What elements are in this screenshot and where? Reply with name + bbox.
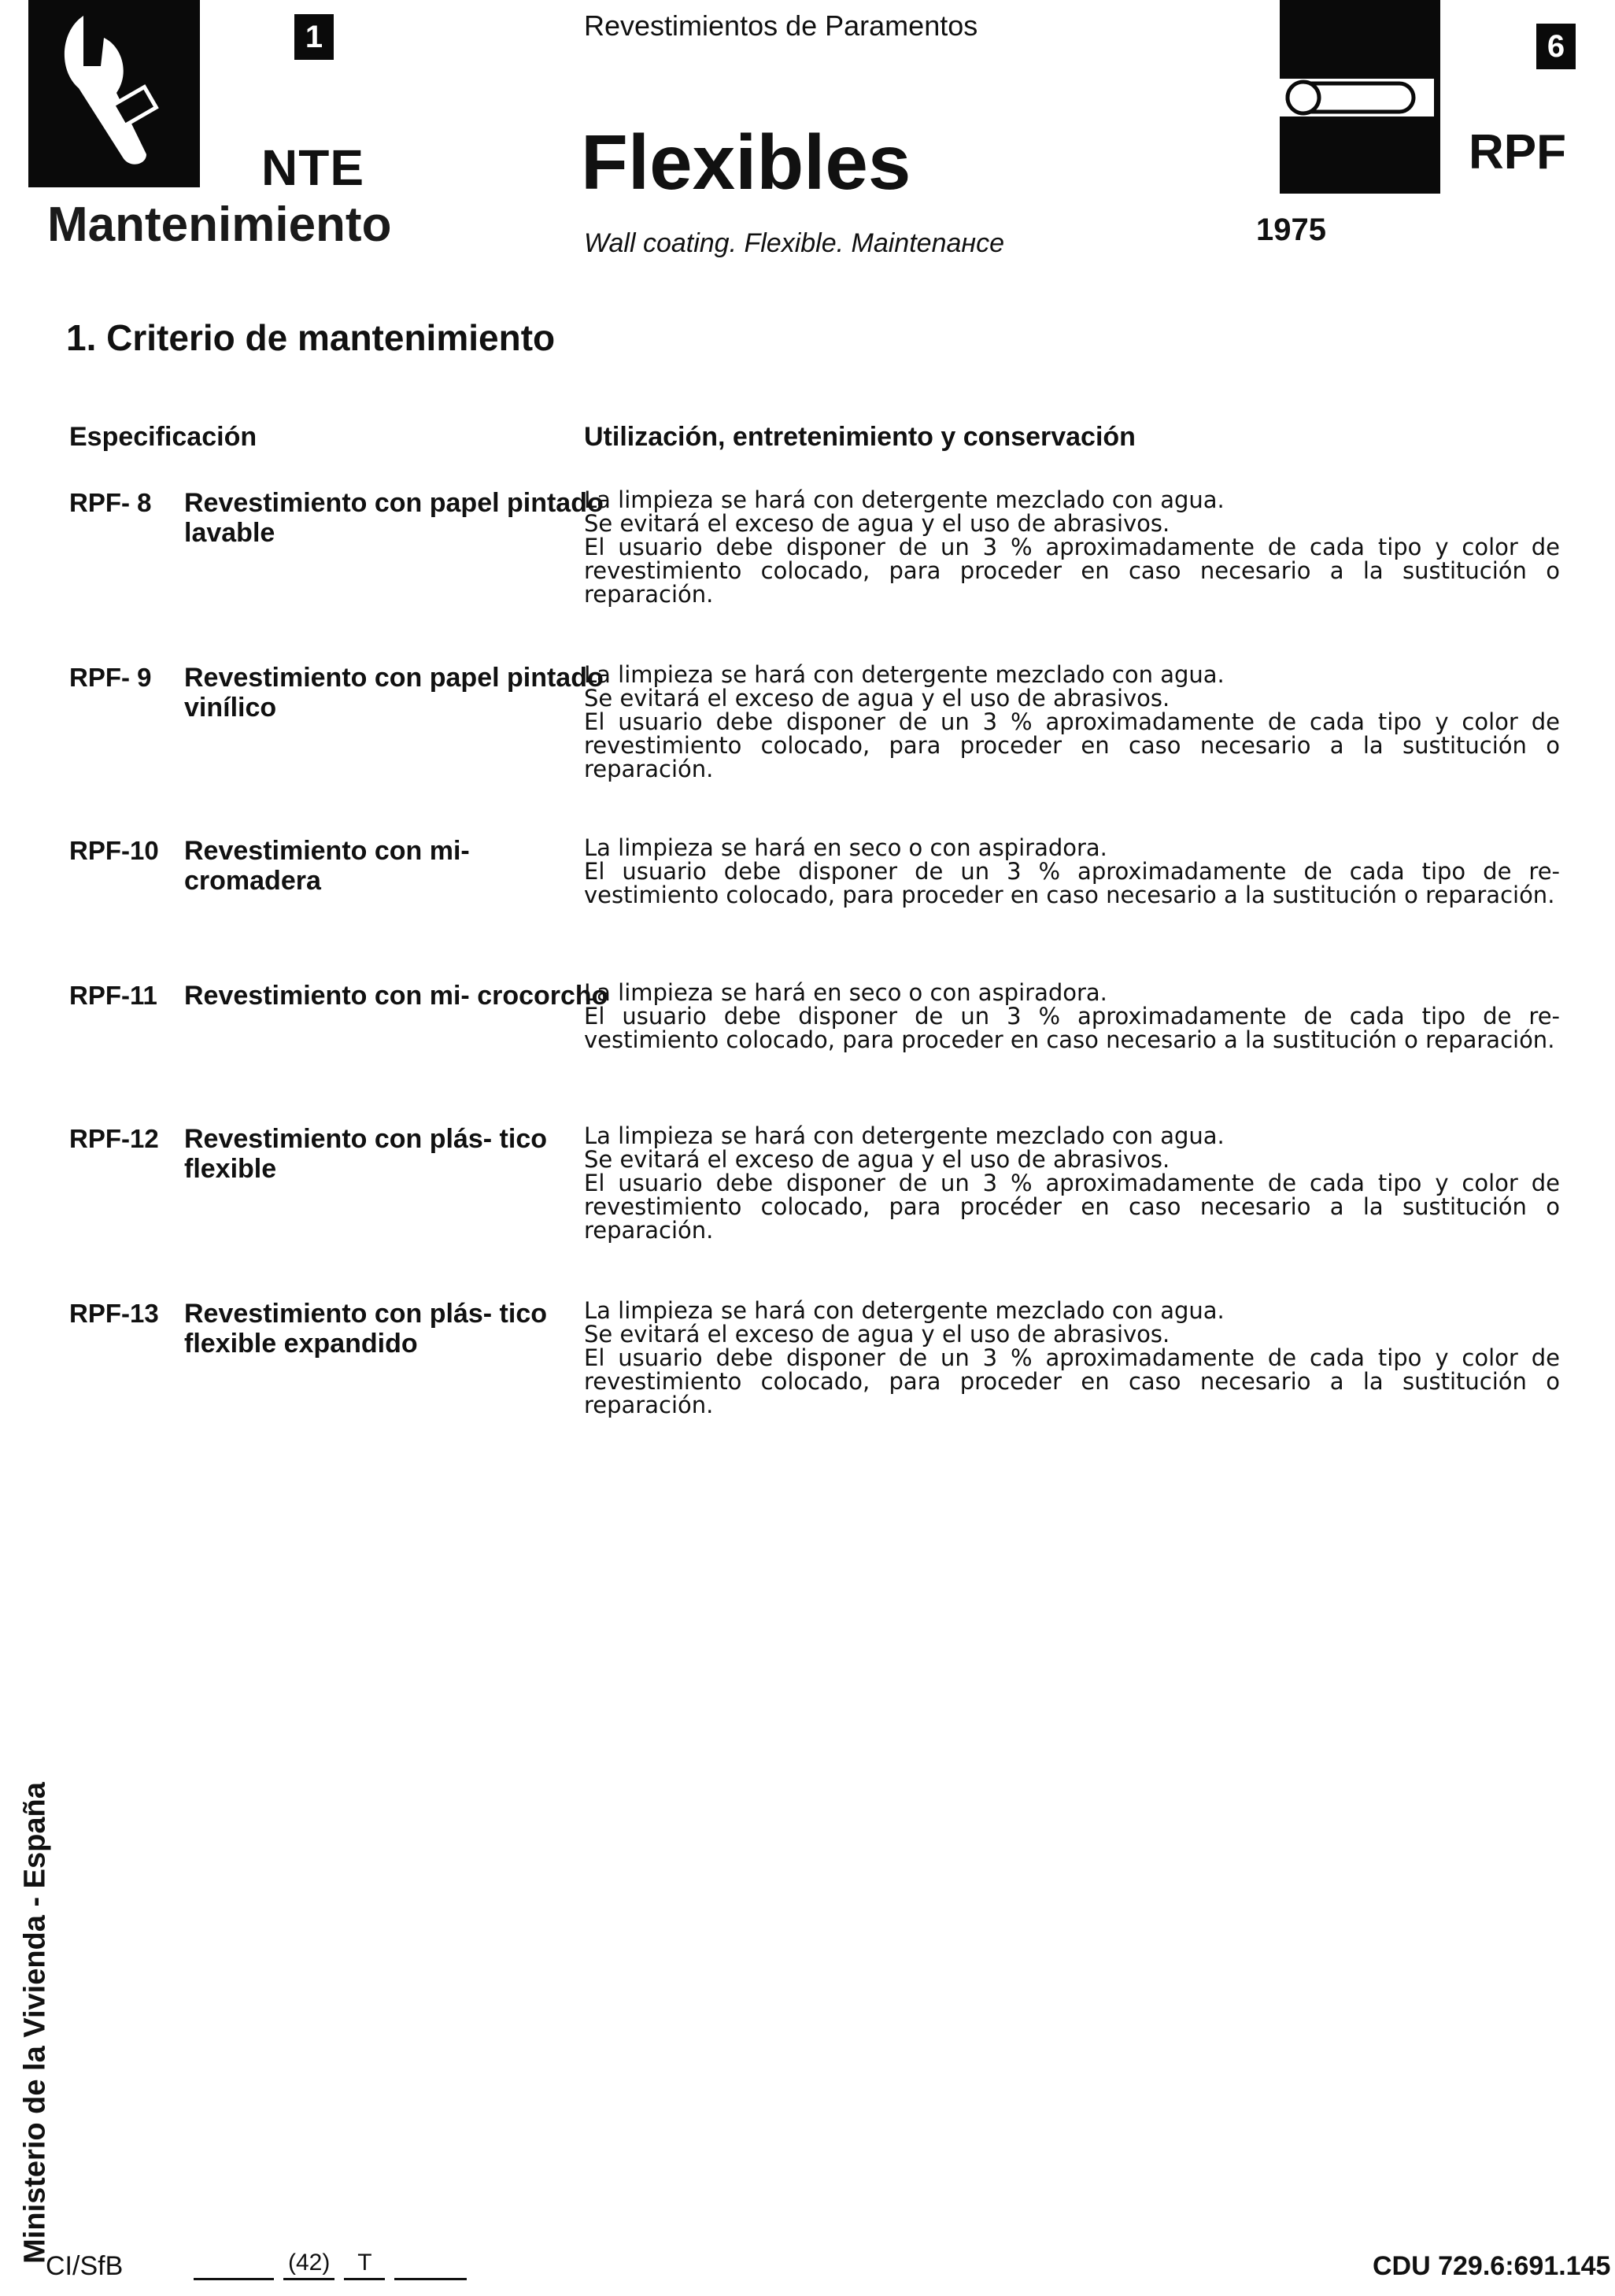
row-title: Revestimiento con mi- cromadera (184, 836, 470, 896)
row-text-line: La limpieza se hará con detergente mezclado con agua. (584, 1122, 1225, 1149)
rpf-roll-logo (1256, 0, 1440, 194)
row-text-line: El usuario debe disponer de un 3 % aproximadamente de cada tipo y color de revestimiento colocado, para proceder en caso necesario a la sustitución o reparación. (584, 1344, 1560, 1418)
cisfb-box (394, 2250, 467, 2280)
cisfb-code-boxes (194, 2250, 476, 2280)
series-title: Revestimientos de Paramentos (584, 9, 978, 42)
paper-roll-icon (1256, 0, 1440, 194)
cisfb-box (194, 2250, 274, 2280)
cisfb-code-1: (42) (283, 2250, 334, 2280)
row-text (584, 981, 1560, 1052)
nte-label: NTE (261, 139, 364, 196)
row-text (584, 836, 1560, 907)
row-text-line: Se evitará el exceso de agua y el uso de abrasivos. (584, 1146, 1170, 1173)
row-text (584, 1299, 1560, 1417)
row-text-line: El usuario debe disponer de un 3 % aproximadamente de cada tipo y color de revestimiento colocado, para proceder en caso necesario a la sustitución o reparación. (584, 534, 1560, 608)
cdu-code: CDU 729.6:691.145 (1373, 2251, 1611, 2281)
section-title: 1. Criterio de mantenimiento (66, 317, 556, 358)
row-text-line: La limpieza se hará en seco o con aspiradora. (584, 834, 1107, 861)
row-text-line: El usuario debe disponer de un 3 % aproximadamente de cada tipo y color de revestimiento colocado, para procéder en caso necesario a la sustitución o reparación. (584, 1170, 1560, 1244)
row-text-line: El usuario debe disponer de un 3 % aproximadamente de cada tipo de re- vestimiento colocado, para proceder en caso necesario a la sustitución o reparación. (584, 858, 1560, 908)
row-text-line: Se evitará el exceso de agua y el uso de abrasivos. (584, 685, 1170, 712)
row-text (584, 663, 1560, 781)
row-text-line: La limpieza se hará con detergente mezclado con agua. (584, 661, 1225, 688)
row-title: Revestimiento con mi- crocorcho (184, 981, 608, 1011)
row-text-line: Se evitará el exceso de agua y el uso de abrasivos. (584, 1321, 1170, 1348)
nte-wrench-logo (28, 0, 200, 187)
row-title: Revestimiento con plás- tico flexible (184, 1124, 547, 1184)
row-text (584, 488, 1560, 606)
mantenimiento-label: Mantenimiento (47, 198, 392, 252)
ministry-label: Ministerio de la Vivienda - España (18, 1782, 52, 2264)
year: 1975 (1256, 213, 1326, 247)
document-title: Flexibles (581, 119, 911, 205)
sheet-badge: 6 (1536, 24, 1576, 69)
row-text-line: Se evitará el exceso de agua y el uso de abrasivos. (584, 510, 1170, 537)
english-subtitle: Wall coating. Flexible. Maintenансe (584, 228, 1005, 258)
row-title: Revestimiento con papel pintado vinílico (184, 663, 604, 723)
row-title: Revestimiento con papel pintado lavable (184, 488, 604, 548)
rpf-code: RPF (1469, 125, 1566, 179)
row-code: RPF- 8 (69, 488, 152, 517)
cisfb-label: CI/SfB (46, 2251, 124, 2281)
column-header-use: Utilización, entretenimiento y conservación (584, 422, 1136, 452)
row-code: RPF-13 (69, 1299, 159, 1328)
row-title: Revestimiento con plás- tico flexible expandido (184, 1299, 547, 1359)
row-code: RPF-12 (69, 1124, 159, 1153)
row-text-line: La limpieza se hará en seco o con aspiradora. (584, 979, 1107, 1006)
ministry-vertical-label (0, 1779, 71, 2267)
column-header-spec: Especificación (69, 422, 257, 452)
cisfb-code-2: T (344, 2250, 385, 2280)
volume-badge: 1 (294, 14, 334, 60)
wrench-icon (28, 0, 200, 187)
row-code: RPF-10 (69, 836, 159, 865)
row-text-line: La limpieza se hará con detergente mezclado con agua. (584, 486, 1225, 513)
row-code: RPF- 9 (69, 663, 152, 692)
row-text-line: El usuario debe disponer de un 3 % aproximadamente de cada tipo de re- vestimiento colocado, para proceder en caso necesario a la sustitución o reparación. (584, 1003, 1560, 1053)
row-text-line: La limpieza se hará con detergente mezclado con agua. (584, 1297, 1225, 1324)
row-code: RPF-11 (69, 981, 157, 1010)
row-text-line: El usuario debe disponer de un 3 % aproximadamente de cada tipo y color de revestimiento colocado, para proceder en caso necesario a la sustitución o reparación. (584, 708, 1560, 782)
row-text (584, 1124, 1560, 1242)
